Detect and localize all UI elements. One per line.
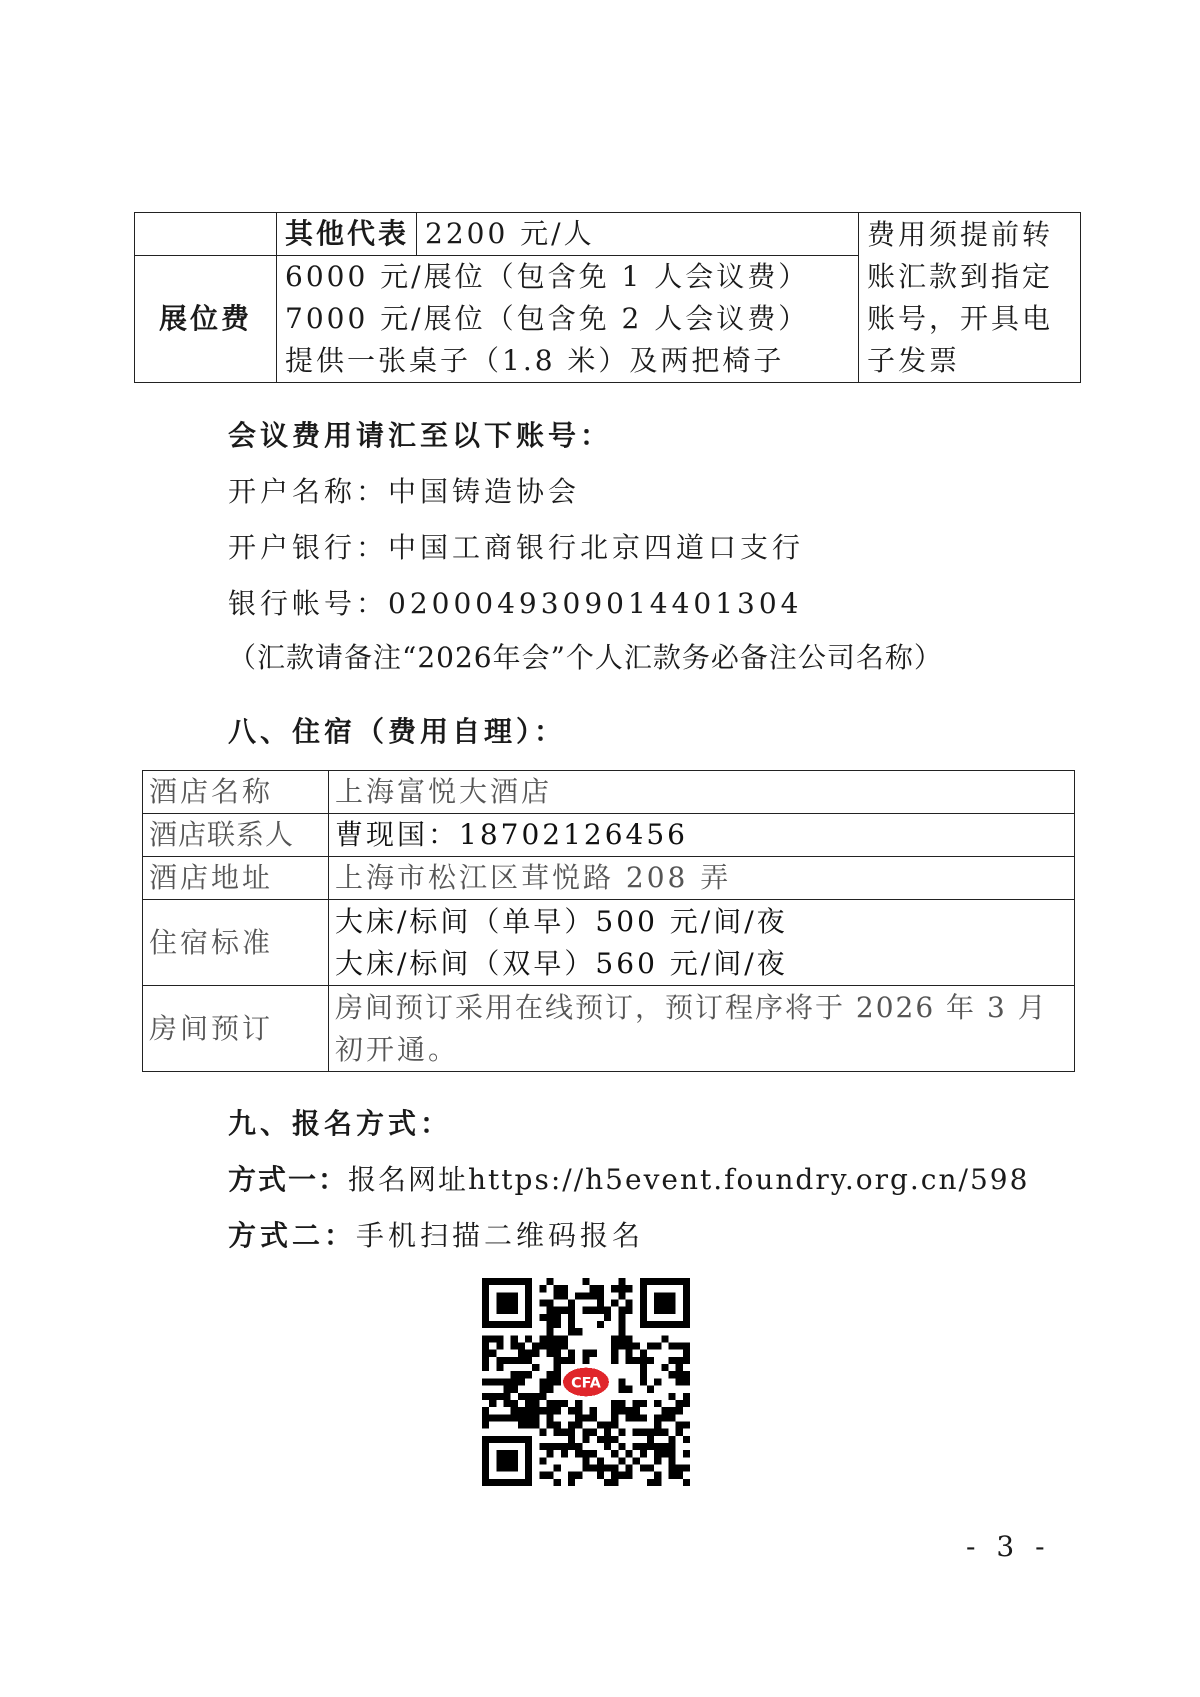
fee-note-line: 费用须提前转 <box>867 217 1054 251</box>
hotel-label: 住宿标准 <box>143 900 329 986</box>
qr-logo <box>561 1364 611 1400</box>
fee-empty-cell <box>135 213 277 256</box>
fee-note-line: 账号，开具电 <box>867 301 1054 335</box>
account-number: 银行帐号：0200049309014401304 <box>228 587 803 620</box>
method1 <box>228 1160 1029 1200</box>
booth-line: 7000 元/展位（包含免 2 人会议费） <box>285 302 810 335</box>
registration-url[interactable]: 报名网址https://h5event.foundry.org.cn/598 <box>348 1163 1030 1196</box>
hotel-value: 上海富悦大酒店 <box>329 771 1075 814</box>
hotel-value: 曹现国：18702126456 <box>329 814 1075 857</box>
hotel-value: 上海市松江区茸悦路 208 弄 <box>329 857 1075 900</box>
hotel-value <box>329 986 1075 1072</box>
method2-text: 手机扫描二维码报名 <box>356 1219 645 1252</box>
booking-line: 房间预订采用在线预订，预订程序将于 2026 年 3 月 <box>335 990 1048 1024</box>
section9-heading: 九、报名方式： <box>228 1107 453 1140</box>
hotel-label: 酒店地址 <box>143 857 329 900</box>
fee-label-other: 其他代表 <box>277 213 417 256</box>
bank-heading: 会议费用请汇至以下账号： <box>228 419 613 452</box>
fee-value-other: 2200 元/人 <box>417 213 859 256</box>
fee-value-booth <box>277 256 859 383</box>
hotel-label: 酒店名称 <box>143 771 329 814</box>
fee-note-line: 子发票 <box>867 343 961 377</box>
rate-line: 大床/标间（双早）560 元/间/夜 <box>335 946 788 980</box>
fee-label-booth: 展位费 <box>135 256 277 383</box>
fee-table <box>134 212 1081 383</box>
remittance-remark: （汇款请备注“2026年会”个人汇款务必备注公司名称） <box>228 641 943 674</box>
hotel-table <box>142 770 1075 1072</box>
method1-label: 方式一： <box>228 1163 349 1196</box>
bank-name: 开户银行：中国工商银行北京四道口支行 <box>228 531 805 564</box>
booth-line: 提供一张桌子（1.8 米）及两把椅子 <box>285 344 785 377</box>
qr-logo-text: CFA <box>571 1375 601 1392</box>
account-name: 开户名称：中国铸造协会 <box>228 475 581 508</box>
section8-heading: 八、住宿（费用自理）： <box>228 715 567 748</box>
hotel-value <box>329 900 1075 986</box>
fee-note <box>859 213 1081 383</box>
rate-line: 大床/标间（单早）500 元/间/夜 <box>335 904 788 938</box>
hotel-label: 酒店联系人 <box>143 814 329 857</box>
booking-line: 初开通。 <box>335 1032 460 1066</box>
page-number: - 3 - <box>966 1530 1051 1563</box>
method2-label: 方式二： <box>228 1219 357 1252</box>
fee-note-line: 账汇款到指定 <box>867 259 1054 293</box>
method2 <box>228 1216 644 1256</box>
registration-qr-code[interactable] <box>482 1278 690 1486</box>
hotel-label: 房间预订 <box>143 986 329 1072</box>
booth-line: 6000 元/展位（包含免 1 人会议费） <box>285 260 810 293</box>
